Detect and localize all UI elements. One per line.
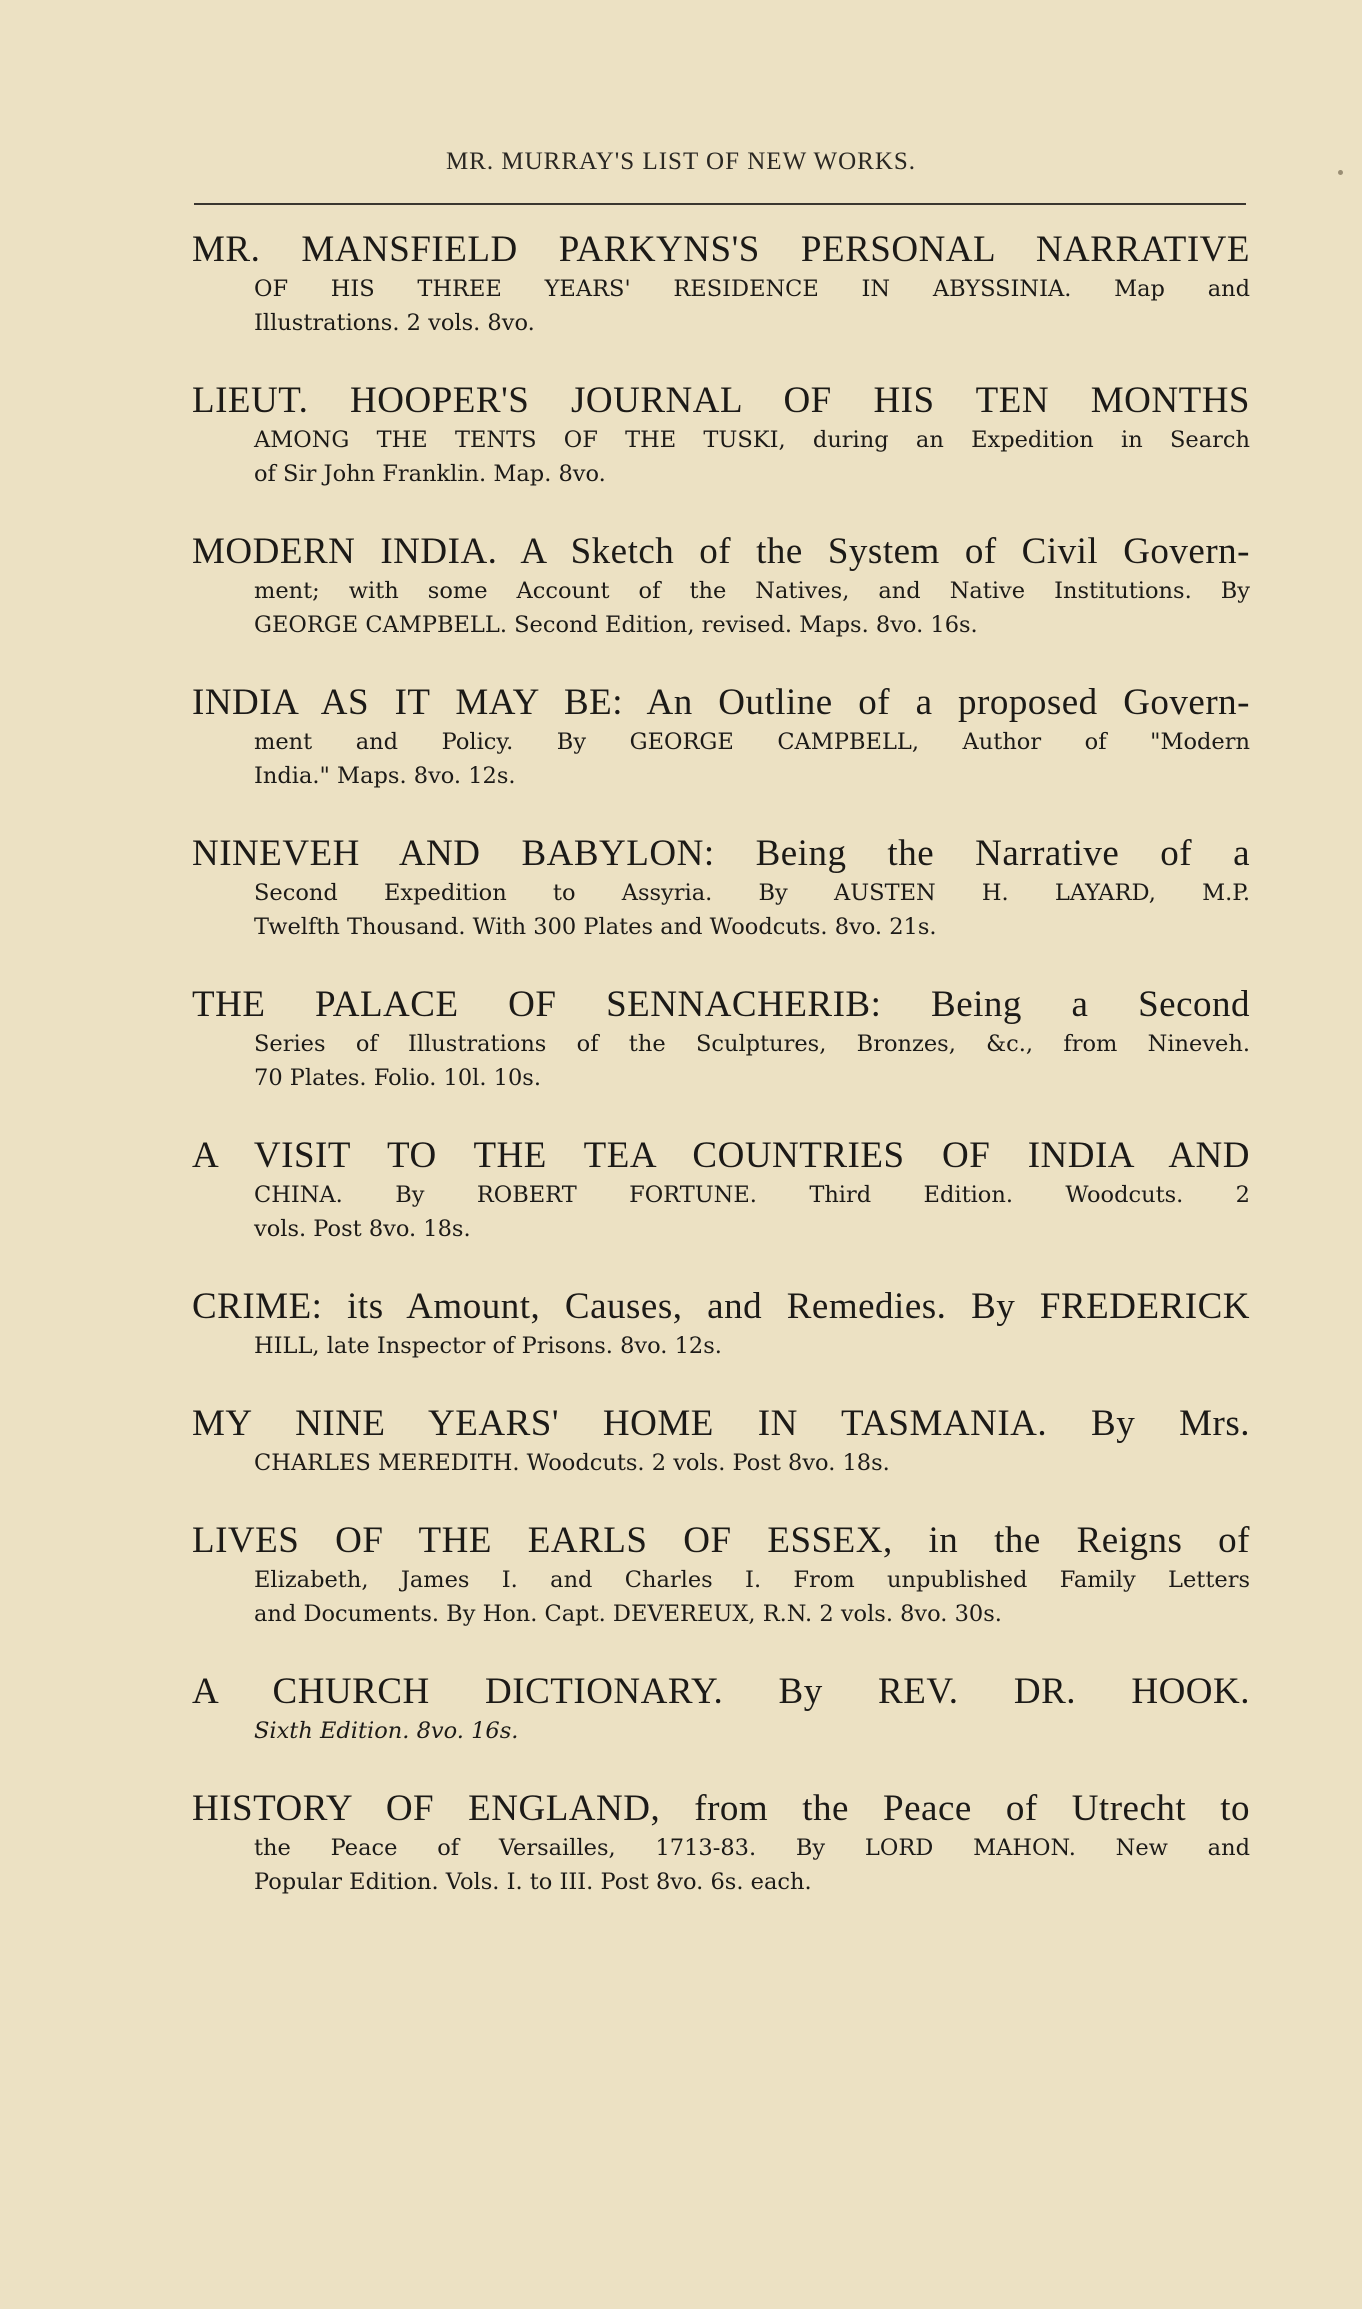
book-description [254,423,1250,491]
book-title: MR. MANSFIELD PARKYNS'S PERSONAL NARRATIVE [192,229,1250,270]
description-line: Popular Edition. Vols. I. to III. Post 8vo. 6s. each. [254,1869,812,1895]
description-line: AMONG THE TENTS OF THE TUSKI, during an Expedition in Search [254,427,1250,453]
header-rule [194,203,1246,205]
book-description [254,1027,1250,1095]
book-title: CRIME: its Amount, Causes, and Remedies. By FREDERICK [192,1286,1250,1327]
book-description [254,272,1250,340]
description-line: the Peace of Versailles, 1713-83. By LORD MAHON. New and [254,1835,1250,1861]
page-header: MR. MURRAY'S LIST OF NEW WORKS. [445,148,917,175]
book-entry [192,1134,1250,1246]
description-line: of Sir John Franklin. Map. 8vo. [254,461,606,487]
description-line: 70 Plates. Folio. 10l. 10s. [254,1065,541,1091]
book-description [254,1329,1250,1363]
description-line: CHARLES MEREDITH. Woodcuts. 2 vols. Post 8vo. 18s. [254,1450,890,1476]
book-entry [192,379,1250,491]
book-title: MY NINE YEARS' HOME IN TASMANIA. By Mrs. [192,1403,1250,1444]
description-line: Sixth Edition. 8vo. 16s. [254,1718,519,1744]
book-description [254,1563,1250,1631]
book-title: LIEUT. HOOPER'S JOURNAL OF HIS TEN MONTHS [192,380,1250,421]
book-title: NINEVEH AND BABYLON: Being the Narrative of a [192,833,1250,874]
book-entry [192,1670,1250,1748]
description-line: ment and Policy. By GEORGE CAMPBELL, Author of "Modern [254,729,1250,755]
book-list [192,228,1250,1938]
description-line: Series of Illustrations of the Sculptures, Bronzes, &c., from Nineveh. [254,1031,1250,1057]
book-description [254,876,1250,944]
book-entry [192,681,1250,793]
book-entry [192,1787,1250,1899]
book-entry [192,1285,1250,1363]
description-line: vols. Post 8vo. 18s. [254,1216,471,1242]
book-entry [192,983,1250,1095]
description-line: Elizabeth, James I. and Charles I. From unpublished Family Letters [254,1567,1250,1593]
book-title: MODERN INDIA. A Sketch of the System of Civil Govern- [192,531,1250,572]
book-title: THE PALACE OF SENNACHERIB: Being a Second [192,984,1250,1025]
book-title: A VISIT TO THE TEA COUNTRIES OF INDIA AND [192,1135,1250,1176]
book-description [254,725,1250,793]
book-entry [192,1402,1250,1480]
book-description [254,1446,1250,1480]
description-line: OF HIS THREE YEARS' RESIDENCE IN ABYSSINIA. Map and [254,276,1250,302]
description-line: India." Maps. 8vo. 12s. [254,763,516,789]
book-entry [192,1519,1250,1631]
description-line: HILL, late Inspector of Prisons. 8vo. 12s. [254,1333,722,1359]
book-entry [192,228,1250,340]
book-title: LIVES OF THE EARLS OF ESSEX, in the Reigns of [192,1520,1250,1561]
book-description [254,1178,1250,1246]
book-description [254,1714,1250,1748]
margin-speck [1338,170,1343,175]
description-line: ment; with some Account of the Natives, and Native Institutions. By [254,578,1250,604]
book-title: INDIA AS IT MAY BE: An Outline of a proposed Govern- [192,682,1250,723]
book-title: A CHURCH DICTIONARY. By REV. DR. HOOK. [192,1671,1250,1712]
book-title: HISTORY OF ENGLAND, from the Peace of Utrecht to [192,1788,1250,1829]
description-line: GEORGE CAMPBELL. Second Edition, revised. Maps. 8vo. 16s. [254,612,978,638]
description-line: CHINA. By ROBERT FORTUNE. Third Edition. Woodcuts. 2 [254,1182,1250,1208]
book-description [254,1831,1250,1899]
book-entry [192,530,1250,642]
book-entry [192,832,1250,944]
book-description [254,574,1250,642]
description-line: Second Expedition to Assyria. By AUSTEN H. LAYARD, M.P. [254,880,1250,906]
description-line: Illustrations. 2 vols. 8vo. [254,310,535,336]
description-line: and Documents. By Hon. Capt. DEVEREUX, R.N. 2 vols. 8vo. 30s. [254,1601,1002,1627]
description-line: Twelfth Thousand. With 300 Plates and Woodcuts. 8vo. 21s. [254,914,937,940]
